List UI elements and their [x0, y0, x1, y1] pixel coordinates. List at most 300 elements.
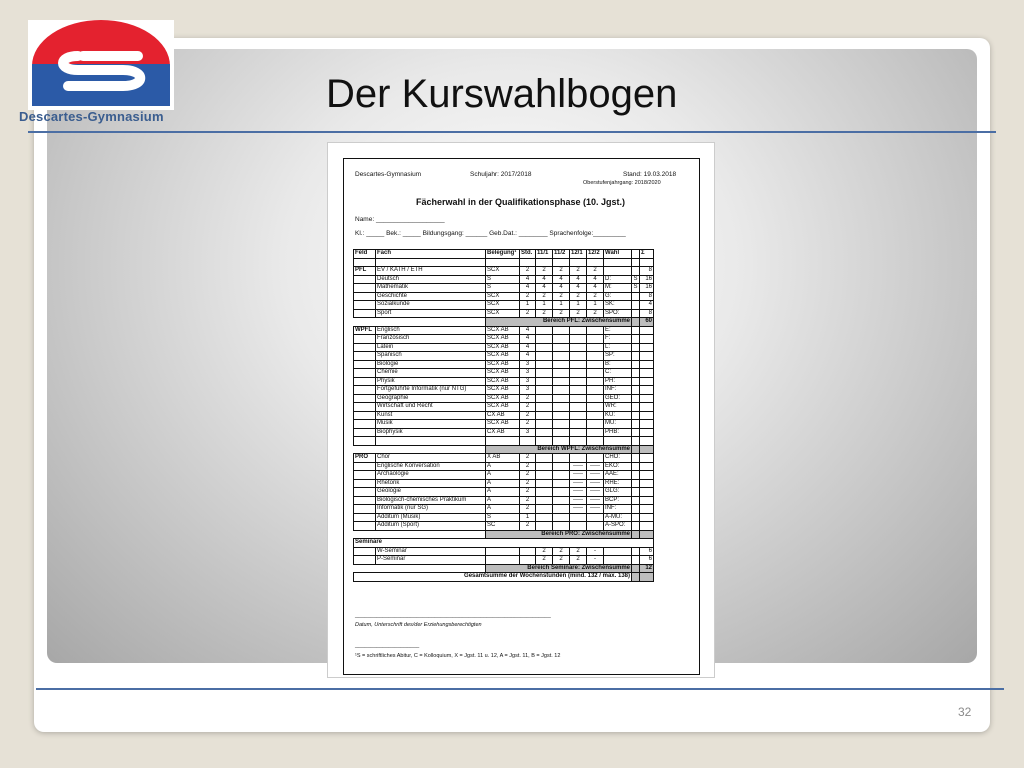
row-12-1 — [570, 343, 587, 352]
row-hours: 2 — [520, 471, 536, 480]
row-hours: 4 — [520, 326, 536, 335]
row-12-2 — [587, 428, 604, 437]
table-row — [354, 335, 654, 344]
table-cell — [486, 437, 520, 446]
row-hours: 3 — [520, 386, 536, 395]
row-sum — [640, 386, 654, 395]
row-field — [354, 496, 376, 505]
row-12-2: ----- — [587, 471, 604, 480]
row-belegung: SCX — [486, 309, 520, 318]
row-11-2 — [553, 360, 570, 369]
table-cell — [520, 258, 536, 267]
row-12-2 — [587, 369, 604, 378]
row-11-1 — [536, 335, 553, 344]
row-11-2 — [553, 335, 570, 344]
row-11-1: 2 — [536, 309, 553, 318]
row-sum — [640, 360, 654, 369]
table-cell — [354, 445, 376, 454]
row-belegung: A — [486, 479, 520, 488]
row-wahl: SPO: — [604, 309, 632, 318]
table-cell — [587, 258, 604, 267]
row-11-2 — [553, 352, 570, 361]
row-wahl: RHE: — [604, 479, 632, 488]
subtotal-label: Bereich PFL: Zwischensumme — [486, 318, 632, 327]
row-s — [632, 335, 640, 344]
table-row — [354, 318, 654, 327]
row-sum — [640, 369, 654, 378]
row-subject: Geologie — [376, 488, 486, 497]
row-s — [632, 411, 640, 420]
row-sum: 8 — [640, 292, 654, 301]
row-subject: Englische Konversation — [376, 462, 486, 471]
row-hours — [520, 556, 536, 565]
row-12-2: 2 — [587, 267, 604, 276]
row-12-1 — [570, 454, 587, 463]
table-header-cell: 12/2 — [587, 250, 604, 259]
row-11-1: 2 — [536, 556, 553, 565]
table-row — [354, 547, 654, 556]
row-wahl: PH: — [604, 377, 632, 386]
row-sum — [640, 522, 654, 531]
row-wahl: MU: — [604, 420, 632, 429]
grand-total-value — [640, 573, 654, 582]
subtotal-value — [640, 530, 654, 539]
row-wahl: BCP: — [604, 496, 632, 505]
table-row — [354, 360, 654, 369]
row-11-2 — [553, 496, 570, 505]
table-cell — [587, 437, 604, 446]
row-hours: 3 — [520, 369, 536, 378]
row-wahl: L: — [604, 343, 632, 352]
row-11-1 — [536, 377, 553, 386]
row-11-1: 4 — [536, 275, 553, 284]
row-field — [354, 479, 376, 488]
table-cell — [536, 258, 553, 267]
row-11-1 — [536, 394, 553, 403]
table-row — [354, 513, 654, 522]
row-subject: Geographie — [376, 394, 486, 403]
table-cell — [632, 445, 640, 454]
row-hours: 1 — [520, 301, 536, 310]
row-12-1: 2 — [570, 292, 587, 301]
row-s — [632, 428, 640, 437]
row-wahl — [604, 547, 632, 556]
row-belegung: CX AB — [486, 428, 520, 437]
row-s: S — [633, 284, 638, 290]
row-field — [354, 343, 376, 352]
row-field — [354, 411, 376, 420]
table-cell — [354, 564, 376, 573]
subtotal-value: 60 — [640, 318, 654, 327]
row-field — [354, 284, 376, 293]
row-subject: Biologie — [376, 360, 486, 369]
row-12-1: ----- — [570, 496, 587, 505]
table-cell — [632, 564, 640, 573]
row-belegung: SCX AB — [486, 369, 520, 378]
row-12-2 — [587, 403, 604, 412]
row-s — [632, 454, 640, 463]
table-row — [354, 326, 654, 335]
row-subject: Mathematik — [376, 284, 486, 293]
table-row — [354, 564, 654, 573]
row-subject: Biophysik — [376, 428, 486, 437]
row-hours: 2 — [520, 394, 536, 403]
table-row — [354, 462, 654, 471]
table-cell — [570, 258, 587, 267]
table-header-cell: Feld — [354, 250, 376, 259]
row-12-2: 4 — [587, 284, 604, 293]
table-row — [354, 454, 654, 463]
table-cell — [632, 318, 640, 327]
row-sum — [640, 411, 654, 420]
section-label: Seminare — [354, 539, 654, 548]
row-s — [632, 505, 640, 514]
table-row — [354, 539, 654, 548]
row-subject: Wirtschaft und Recht — [376, 403, 486, 412]
row-sum — [640, 488, 654, 497]
table-cell — [376, 258, 486, 267]
row-wahl: INF: — [604, 505, 632, 514]
row-11-1: 2 — [536, 267, 553, 276]
row-11-1 — [536, 505, 553, 514]
row-sum: 16 — [640, 284, 654, 293]
row-subject: Latein — [376, 343, 486, 352]
table-row — [354, 479, 654, 488]
slide-title: Der Kurswahlbogen — [326, 72, 678, 116]
row-11-2 — [553, 428, 570, 437]
row-field: WPFL — [354, 326, 376, 335]
row-12-2 — [587, 377, 604, 386]
subtotal-label: Bereich WPFL: Zwischensumme — [486, 445, 632, 454]
row-wahl: SK: — [604, 301, 632, 310]
row-belegung: A — [486, 496, 520, 505]
row-12-1 — [570, 377, 587, 386]
row-wahl: G: — [604, 292, 632, 301]
table-cell — [354, 318, 376, 327]
row-hours: 1 — [520, 513, 536, 522]
row-11-1 — [536, 454, 553, 463]
table-header-cell: Wahl — [604, 250, 632, 259]
row-11-1 — [536, 403, 553, 412]
row-12-2 — [587, 454, 604, 463]
row-sum: 6 — [640, 547, 654, 556]
row-field — [354, 556, 376, 565]
row-wahl: A-MU: — [604, 513, 632, 522]
row-sum — [640, 343, 654, 352]
table-row — [354, 267, 654, 276]
row-wahl: SP: — [604, 352, 632, 361]
row-field — [354, 394, 376, 403]
row-subject: Kunst — [376, 411, 486, 420]
row-11-1 — [536, 411, 553, 420]
row-12-2 — [587, 420, 604, 429]
table-row — [354, 343, 654, 352]
row-11-1 — [536, 428, 553, 437]
table-row — [354, 556, 654, 565]
row-sum: 16 — [640, 275, 654, 284]
table-cell — [536, 437, 553, 446]
row-field — [354, 369, 376, 378]
row-11-2 — [553, 513, 570, 522]
row-subject: EV / KATH / ETH — [376, 267, 486, 276]
row-sum — [640, 454, 654, 463]
row-subject: Biologisch-chemisches Praktikum — [376, 496, 486, 505]
row-12-1 — [570, 522, 587, 531]
row-field — [354, 428, 376, 437]
row-11-2 — [553, 377, 570, 386]
row-wahl: KU: — [604, 411, 632, 420]
table-header-cell: Belegung¹ — [486, 250, 520, 259]
table-row — [354, 403, 654, 412]
row-wahl: E: — [604, 326, 632, 335]
row-field — [354, 403, 376, 412]
table-header-cell: 11/1 — [536, 250, 553, 259]
row-11-1 — [536, 462, 553, 471]
row-belegung: SCX AB — [486, 352, 520, 361]
row-sum — [640, 471, 654, 480]
row-subject: Deutsch — [376, 275, 486, 284]
row-hours: 2 — [520, 420, 536, 429]
table-header-row — [354, 250, 654, 259]
row-s — [632, 556, 640, 565]
table-row — [354, 471, 654, 480]
row-11-2 — [553, 479, 570, 488]
row-subject: Chemie — [376, 369, 486, 378]
row-11-2 — [553, 522, 570, 531]
subtotal-label: Bereich PRO: Zwischensumme — [486, 530, 632, 539]
row-wahl: B: — [604, 360, 632, 369]
row-sum: 8 — [640, 309, 654, 318]
row-hours: 2 — [520, 479, 536, 488]
row-belegung: CX AB — [486, 411, 520, 420]
row-field — [354, 488, 376, 497]
table-row — [354, 505, 654, 514]
row-12-2 — [587, 394, 604, 403]
row-subject: Physik — [376, 377, 486, 386]
row-12-1 — [570, 394, 587, 403]
row-11-1 — [536, 488, 553, 497]
subtotal-value — [640, 445, 654, 454]
table-row — [354, 496, 654, 505]
table-row — [354, 411, 654, 420]
row-12-1 — [570, 411, 587, 420]
table-cell — [604, 437, 632, 446]
row-11-2 — [553, 454, 570, 463]
row-hours: 4 — [520, 284, 536, 293]
row-field — [354, 513, 376, 522]
row-12-1 — [570, 360, 587, 369]
row-11-1 — [536, 471, 553, 480]
row-11-2 — [553, 462, 570, 471]
table-row — [354, 284, 654, 293]
row-s — [632, 369, 640, 378]
row-subject: Französisch — [376, 335, 486, 344]
row-11-1 — [536, 369, 553, 378]
row-wahl: INF: — [604, 386, 632, 395]
table-cell — [604, 258, 632, 267]
row-field — [354, 275, 376, 284]
row-sum — [640, 335, 654, 344]
row-subject: Sport — [376, 309, 486, 318]
row-field — [354, 420, 376, 429]
row-s — [632, 471, 640, 480]
table-header-cell: Σ — [640, 250, 654, 259]
row-belegung: SCX — [486, 292, 520, 301]
table-row — [354, 369, 654, 378]
signature-label: Datum, Unterschrift des/der Erziehungsberechtigten — [355, 622, 482, 628]
table-cell — [632, 258, 640, 267]
row-12-2: - — [587, 556, 604, 565]
row-belegung — [486, 547, 520, 556]
row-hours: 4 — [520, 352, 536, 361]
row-12-2 — [587, 326, 604, 335]
row-hours: 4 — [520, 335, 536, 344]
table-cell — [632, 437, 640, 446]
row-11-1: 4 — [536, 284, 553, 293]
row-11-1 — [536, 420, 553, 429]
row-subject: Chor — [376, 454, 486, 463]
table-cell — [640, 258, 654, 267]
table-header-cell — [632, 250, 640, 259]
row-hours: 3 — [520, 377, 536, 386]
row-12-1: 4 — [570, 275, 587, 284]
row-belegung: SCX AB — [486, 394, 520, 403]
table-row — [354, 292, 654, 301]
row-11-2: 2 — [553, 547, 570, 556]
row-hours: 3 — [520, 428, 536, 437]
row-s — [632, 420, 640, 429]
row-11-1 — [536, 360, 553, 369]
row-s — [632, 386, 640, 395]
row-11-2 — [553, 488, 570, 497]
table-row — [354, 309, 654, 318]
row-sum — [640, 352, 654, 361]
title-divider — [28, 131, 996, 133]
row-field — [354, 471, 376, 480]
course-selection-form — [327, 142, 715, 678]
row-field — [354, 386, 376, 395]
table-header-cell: Fach — [376, 250, 486, 259]
row-wahl — [604, 556, 632, 565]
table-cell — [376, 318, 486, 327]
row-hours: 2 — [520, 462, 536, 471]
row-11-2 — [553, 326, 570, 335]
row-sum — [640, 377, 654, 386]
row-subject: Archäologie — [376, 471, 486, 480]
row-12-2: 2 — [587, 292, 604, 301]
row-11-1: 1 — [536, 301, 553, 310]
row-12-1: 2 — [570, 547, 587, 556]
row-subject: Fortgeführte Informatik (nur NTG) — [376, 386, 486, 395]
row-subject: Sozialkunde — [376, 301, 486, 310]
row-12-1: 2 — [570, 556, 587, 565]
row-belegung: SCX AB — [486, 335, 520, 344]
table-row — [354, 420, 654, 429]
row-sum: 6 — [640, 556, 654, 565]
row-12-1: 4 — [570, 284, 587, 293]
row-s — [632, 488, 640, 497]
row-hours: 2 — [520, 496, 536, 505]
row-field — [354, 547, 376, 556]
row-11-1 — [536, 343, 553, 352]
row-12-1: ----- — [570, 479, 587, 488]
row-belegung: SCX AB — [486, 386, 520, 395]
row-s — [632, 547, 640, 556]
table-cell — [486, 258, 520, 267]
table-cell — [570, 437, 587, 446]
row-s — [632, 301, 640, 310]
row-12-1 — [570, 420, 587, 429]
row-wahl: GLG: — [604, 488, 632, 497]
row-belegung: SCX — [486, 267, 520, 276]
row-s — [632, 377, 640, 386]
row-s — [632, 394, 640, 403]
row-12-1: 2 — [570, 309, 587, 318]
row-11-2: 4 — [553, 284, 570, 293]
footnote-line: _____________________ — [355, 643, 420, 649]
row-11-2 — [553, 411, 570, 420]
row-11-2 — [553, 420, 570, 429]
row-belegung: S — [486, 275, 520, 284]
row-hours: 2 — [520, 505, 536, 514]
row-s — [632, 360, 640, 369]
row-wahl: D: — [604, 275, 632, 284]
row-belegung: SCX — [486, 301, 520, 310]
row-12-2: ----- — [587, 505, 604, 514]
row-11-2 — [553, 386, 570, 395]
row-hours: 2 — [520, 292, 536, 301]
row-12-1: ----- — [570, 488, 587, 497]
subtotal-value: 12 — [640, 564, 654, 573]
row-belegung: SC — [486, 522, 520, 531]
row-hours: 2 — [520, 309, 536, 318]
row-wahl: WR: — [604, 403, 632, 412]
row-hours: 2 — [520, 411, 536, 420]
row-sum — [640, 403, 654, 412]
page-number: 32 — [958, 705, 972, 719]
row-belegung — [486, 556, 520, 565]
row-sum — [640, 394, 654, 403]
row-11-2: 2 — [553, 292, 570, 301]
row-wahl: A-SPO: — [604, 522, 632, 531]
course-table — [353, 249, 654, 582]
row-belegung: A — [486, 488, 520, 497]
row-hours: 2 — [520, 267, 536, 276]
row-hours: 4 — [520, 275, 536, 284]
table-cell — [354, 437, 376, 446]
table-cell — [640, 437, 654, 446]
footer-divider — [36, 688, 1004, 690]
row-s — [632, 479, 640, 488]
row-11-2 — [553, 471, 570, 480]
row-12-1: 2 — [570, 267, 587, 276]
table-header-cell: Std. — [520, 250, 536, 259]
row-12-2 — [587, 343, 604, 352]
row-belegung: SCX AB — [486, 420, 520, 429]
row-11-2: 1 — [553, 301, 570, 310]
row-hours: 2 — [520, 403, 536, 412]
row-12-2: ----- — [587, 488, 604, 497]
row-subject: Spanisch — [376, 352, 486, 361]
grand-total-label: Gesamtsumme der Wochenstunden (mind. 132 / max. 138) — [354, 573, 632, 582]
row-subject: Additum (Sport) — [376, 522, 486, 531]
row-12-1 — [570, 335, 587, 344]
table-row — [354, 275, 654, 284]
row-sum — [640, 420, 654, 429]
row-11-2 — [553, 394, 570, 403]
row-12-1 — [570, 513, 587, 522]
row-s — [632, 343, 640, 352]
